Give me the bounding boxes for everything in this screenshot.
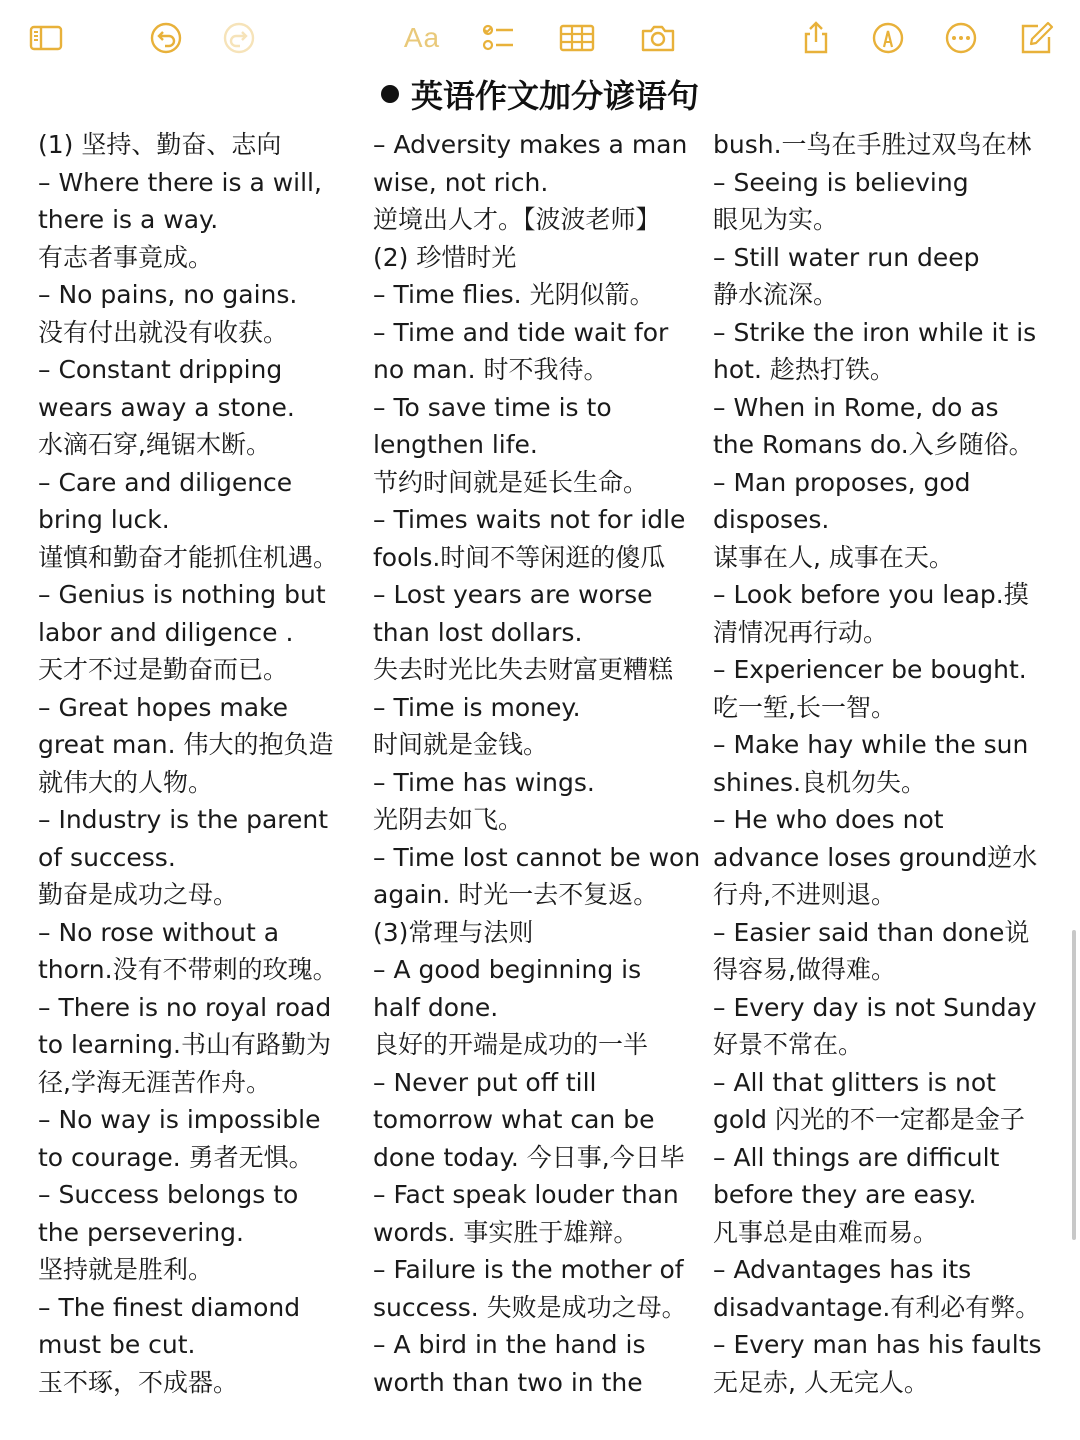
- note-line: great man. 伟大的抱负造: [38, 730, 334, 759]
- note-line: – Experiencer be bought.: [713, 655, 1027, 684]
- note-line: 凡事总是由难而易。: [713, 1217, 939, 1247]
- markup-pen-icon[interactable]: [870, 20, 906, 56]
- note-line: – Strike the iron while it is: [713, 317, 1037, 347]
- note-line: 时间就是金钱。: [373, 730, 549, 759]
- note-line: again. 时光一去不复返。: [373, 880, 659, 909]
- note-line: the persevering.: [38, 1217, 244, 1247]
- note-column-3: [713, 126, 1063, 1401]
- note-line: 行舟,不进则退。: [713, 880, 896, 909]
- note-line: 得容易,做得难。: [713, 955, 896, 984]
- compose-icon[interactable]: [1018, 20, 1054, 56]
- note-line: – Look before you leap.摸: [713, 580, 1029, 609]
- note-line: – Never put off till: [373, 1067, 597, 1097]
- note-line: thorn.没有不带刺的玫瑰。: [38, 955, 338, 984]
- note-line: advance loses ground逆水: [713, 842, 1038, 872]
- note-line: – All things are difficult: [713, 1142, 1000, 1172]
- note-line: than lost dollars.: [373, 617, 583, 647]
- note-line: 勤奋是成功之母。: [38, 880, 239, 909]
- redo-icon[interactable]: [221, 20, 257, 56]
- note-line: 良好的开端是成功的一半: [373, 1030, 649, 1059]
- note-line: – Man proposes, god: [713, 467, 971, 497]
- note-line: – There is no royal road: [38, 992, 332, 1022]
- note-line: to learning.书山有路勤为: [38, 1030, 331, 1059]
- note-line: – Time has wings.: [373, 767, 595, 797]
- undo-icon[interactable]: [148, 20, 184, 56]
- note-line: – No way is impossible: [38, 1105, 321, 1134]
- note-line: – Time flies. 光阴似箭。: [373, 280, 655, 309]
- note-line: – Success belongs to: [38, 1180, 299, 1209]
- note-line: of success.: [38, 842, 176, 872]
- note-line: – Lost years are worse: [373, 580, 653, 609]
- note-line: – When in Rome, do as: [713, 392, 999, 422]
- note-line: – Care and diligence: [38, 467, 293, 497]
- note-title-text: 英语作文加分谚语句: [410, 77, 699, 115]
- note-line: half done.: [373, 992, 499, 1022]
- note-line: (2) 珍惜时光: [373, 242, 517, 272]
- text-format-button[interactable]: [400, 20, 444, 56]
- note-line: – Every day is not Sunday: [713, 992, 1037, 1022]
- note-line: gold 闪光的不一定都是金子: [713, 1105, 1025, 1134]
- note-line: – Every man has his faults: [713, 1330, 1042, 1359]
- note-line: disadvantage.有利必有弊。: [713, 1292, 1041, 1322]
- note-line: – The finest diamond: [38, 1292, 301, 1322]
- note-line: – Fact speak louder than: [373, 1180, 679, 1209]
- note-line: – Make hay while the sun: [713, 730, 1029, 759]
- note-line: 眼见为实。: [713, 205, 839, 234]
- note-line: – Seeing is believing: [713, 167, 969, 197]
- note-line: – A bird in the hand is: [373, 1330, 646, 1359]
- note-line: 谋事在人, 成事在天。: [713, 542, 954, 572]
- note-line: 节约时间就是延长生命。: [373, 467, 649, 497]
- note-line: – Time is money.: [373, 692, 581, 722]
- note-line: 吃一堑,长一智。: [713, 692, 896, 722]
- note-line: 径,学海无涯苦作舟。: [38, 1067, 271, 1097]
- note-line: must be cut.: [38, 1330, 196, 1359]
- camera-icon[interactable]: [640, 20, 676, 56]
- note-line: bring luck.: [38, 505, 170, 534]
- note-line: 失去时光比失去财富更糟糕: [373, 655, 674, 684]
- note-line: – Time and tide wait for: [373, 317, 669, 347]
- note-line: (1) 坚持、勤奋、志向: [38, 130, 282, 159]
- note-line: – To save time is to: [373, 392, 612, 422]
- note-line: 天才不过是勤奋而已。: [38, 655, 289, 684]
- share-icon[interactable]: [798, 20, 834, 56]
- table-icon[interactable]: [559, 20, 595, 56]
- note-line: no man. 时不我待。: [373, 355, 609, 384]
- note-line: before they are easy.: [713, 1180, 977, 1209]
- note-line: – No pains, no gains.: [38, 280, 298, 309]
- note-line: – A good beginning is: [373, 955, 642, 984]
- scrollbar[interactable]: [1072, 930, 1076, 1240]
- note-line: lengthen life.: [373, 430, 538, 459]
- note-line: – Times waits not for idle: [373, 505, 686, 534]
- note-line: 逆境出人才。【波波老师】: [373, 205, 661, 234]
- note-line: bush.一鸟在手胜过双鸟在林: [713, 130, 1032, 159]
- note-line: fools.时间不等闲逛的傻瓜: [373, 542, 666, 572]
- note-line: shines.良机勿失。: [713, 767, 927, 797]
- bullet-icon: [381, 85, 399, 103]
- note-line: – All that glitters is not: [713, 1067, 996, 1097]
- note-title: [0, 72, 1080, 120]
- note-line: 就伟大的人物。: [38, 767, 214, 797]
- note-line: labor and diligence .: [38, 617, 294, 647]
- note-line: hot. 趁热打铁。: [713, 355, 895, 384]
- note-line: done today. 今日事,今日毕: [373, 1142, 685, 1172]
- note-line: – He who does not: [713, 805, 944, 834]
- note-line: 好景不常在。: [713, 1030, 864, 1059]
- note-line: – Adversity makes a man: [373, 130, 688, 159]
- note-line: – Advantages has its: [713, 1255, 972, 1284]
- sidebar-icon[interactable]: [28, 20, 64, 56]
- note-line: – Easier said than done说: [713, 917, 1030, 947]
- note-line: (3)常理与法则: [373, 917, 534, 947]
- note-line: 坚持就是胜利。: [38, 1255, 214, 1284]
- text-format-label: Aa: [403, 22, 441, 53]
- note-line: disposes.: [713, 505, 830, 534]
- note-line: worth than two in the: [373, 1367, 643, 1397]
- toolbar: [0, 0, 1080, 76]
- checklist-icon[interactable]: [480, 20, 516, 56]
- note-line: 静水流深。: [713, 280, 839, 309]
- note-line: wise, not rich.: [373, 167, 549, 197]
- note-line: words. 事实胜于雄辩。: [373, 1217, 639, 1247]
- note-line: 有志者事竟成。: [38, 242, 214, 272]
- note-line: to courage. 勇者无惧。: [38, 1142, 314, 1172]
- note-line: there is a way.: [38, 205, 219, 234]
- note-line: success. 失败是成功之母。: [373, 1292, 687, 1322]
- note-column-1: [38, 126, 368, 1401]
- note-line: the Romans do.入乡随俗。: [713, 430, 1034, 459]
- note-line: tomorrow what can be: [373, 1105, 655, 1134]
- note-line: – Genius is nothing but: [38, 580, 326, 609]
- note-column-2: [373, 126, 707, 1401]
- note-line: 清情况再行动。: [713, 617, 889, 647]
- note-line: 光阴去如飞。: [373, 805, 524, 834]
- note-line: 谨慎和勤奋才能抓住机遇。: [38, 542, 339, 572]
- note-line: – Great hopes make: [38, 692, 288, 722]
- note-line: wears away a stone.: [38, 392, 295, 422]
- note-line: – Time lost cannot be won: [373, 842, 701, 872]
- note-line: 水滴石穿,绳锯木断。: [38, 430, 271, 459]
- note-line: – Constant dripping: [38, 355, 283, 384]
- note-line: – Where there is a will,: [38, 167, 322, 197]
- note-line: 无足赤, 人无完人。: [713, 1367, 929, 1397]
- note-line: – Still water run deep: [713, 242, 980, 272]
- note-line: – Industry is the parent: [38, 805, 329, 834]
- more-icon[interactable]: [943, 20, 979, 56]
- note-line: – No rose without a: [38, 917, 280, 947]
- note-line: 玉不琢，不成器。: [38, 1367, 239, 1397]
- note-line: – Failure is the mother of: [373, 1255, 684, 1284]
- note-line: 没有付出就没有收获。: [38, 317, 289, 347]
